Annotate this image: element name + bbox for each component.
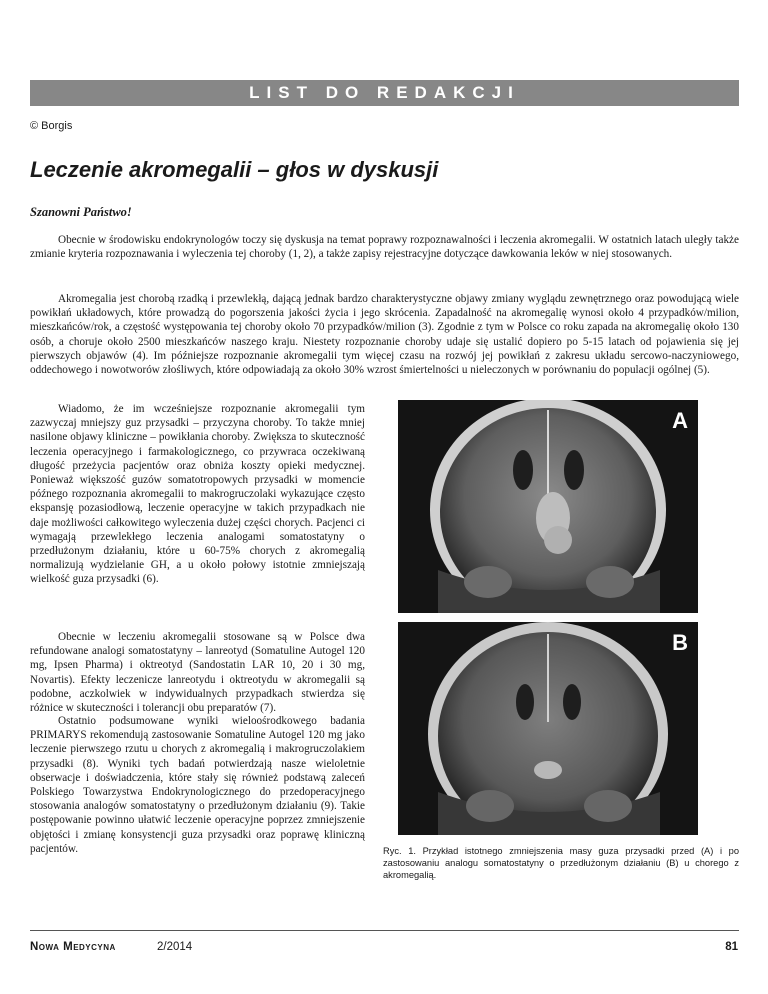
mri-panel-b: [398, 622, 698, 835]
article-title: Leczenie akromegalii – głos w dyskusji: [30, 157, 439, 182]
footer-divider: [30, 930, 739, 931]
panel-a-label: A: [672, 408, 688, 433]
page-number: 81: [725, 941, 738, 953]
salutation: Szanowni Państwo!: [30, 205, 132, 219]
paragraph-3: Wiadomo, że im wcześniejsze rozpoznanie akromegalii tym zazwyczaj mniejszy guz przysadki – przyczyna choroby. To także mniej nasilone objawy kliniczne – powikłania choroby. Zwiększa to skuteczność leczenia operacyjnego i farmakologicznego, co przywraca oczekiwaną długość przeżycia pacjentów oraz obniża koszty opieki medycznej. Ponieważ większość guzów somatotropowych przysadki w momencie późnego rozpoznania akromegalii to makrogruczolaki wykazujące często ekspansję pozasiodłową, leczenie operacyjne w takich przypadkach nie daje możliwości całkowitego wyleczenia dużej części chorych. Pacjenci ci wymagają przewlekłego leczenia analogami somatostatyny o przedłużonym działaniu, które u 60-75% chorych z akromegalią normalizują wydzielanie GH, a u około połowy istotnie zmniejszają wielkość guza przysadki (6).: [30, 403, 365, 586]
figure-caption: Ryc. 1. Przykład istotnego zmniejszenia masy guza przysadki przed (A) i po zastosowaniu analogu somatostatyny o przedłużonym działaniu (B) u chorego z akromegalią.: [383, 846, 739, 880]
paragraph-2: Akromegalia jest chorobą rzadką i przewlekłą, dającą jednak bardzo charakterystyczne objawy zmiany wyglądu zewnętrznego oraz powodującą wiele powikłań układowych, które prowadzą do pogorszenia jakości życia i jego skrócenia. Zapadalność na akromegalię wynosi około 4 przypadków/milion, mieszkańców/rok, a częstość występowania tej choroby około 70 przypadków/milion (3). Zgodnie z tym w Polsce co roku zapada na akromegalię około 130 osób, a choruje około 2500 mieszkańców naszego kraju. Niestety rozpoznanie choroby udaje się ustalić dopiero po 5-15 latach od pojawienia się jej pierwszych objawów (4). Im późniejsze rozpoznanie akromegalii tym więcej czasu na rozwój jej powikłań z zakresu układu sercowo-naczyniowego, oddechowego i nowotworów złośliwych, które odpowiadają za około 30% wzrost śmiertelności u nieleczonych w porównaniu do populacji ogólnej (5).: [30, 293, 739, 377]
paragraph-1: Obecnie w środowisku endokrynologów toczy się dyskusja na temat poprawy rozpoznawalności i leczenia akromegalii. W ostatnich latach uległy także zmianie kryteria rozpoznawania i wyleczenia tej choroby (1, 2), a także zapisy rejestracyjne dotyczące dawkowania leków w niej stosowanych.: [30, 234, 739, 261]
journal-issue: 2/2014: [157, 941, 193, 953]
mri-scan-b-image: [398, 622, 698, 835]
mri-panel-a: [398, 400, 698, 613]
section-banner: [30, 80, 739, 106]
section-label: LIST DO REDAKCJI: [249, 83, 520, 102]
panel-b-label: B: [672, 630, 688, 655]
journal-name: Nowa Medycyna: [30, 941, 116, 953]
mri-scan-a-image: [398, 400, 698, 613]
paragraph-5: Ostatnio podsumowane wyniki wieloośrodkowego badania PRIMARYS rekomendują zastosowanie Somatuline Autogel 120 mg jako leczenie pierwszego rzutu u chorych z akromegalią i makrogruczolakiem przysadki (8). Wyniki tych badań potwierdzają nasze wieloletnie obserwacje i doświadczenia, które stały się również podstawą zaleceń Polskiego Towarzystwa Endokrynologicznego do przedoperacyjnego stosowania analogów somatostatyny o przedłużonym działaniu (9). Takie postępowanie powinno ułatwić leczenie operacyjne poprzez zmniejszenie objętości i zmianę konsystencji guza przysadki oraz poprawę kliniczną pacjentów.: [30, 715, 365, 855]
copyright-notice: © Borgis: [30, 120, 73, 132]
paragraph-4: Obecnie w leczeniu akromegalii stosowane są w Polsce dwa refundowane analogi somatostatyny – lanreotyd (Somatuline Autogel 120 mg, Ipsen Pharma) i oktreotyd (Sandostatin LAR 10, 20 i 30 mg, Novartis). Efekty leczenicze lanreotydu i oktreotydu w akromegalii są podobne, aczkolwiek w indywidualnych przypadkach stwierdza się różnice w skuteczności i tolerancji obu preparatów (7).: [30, 631, 365, 715]
